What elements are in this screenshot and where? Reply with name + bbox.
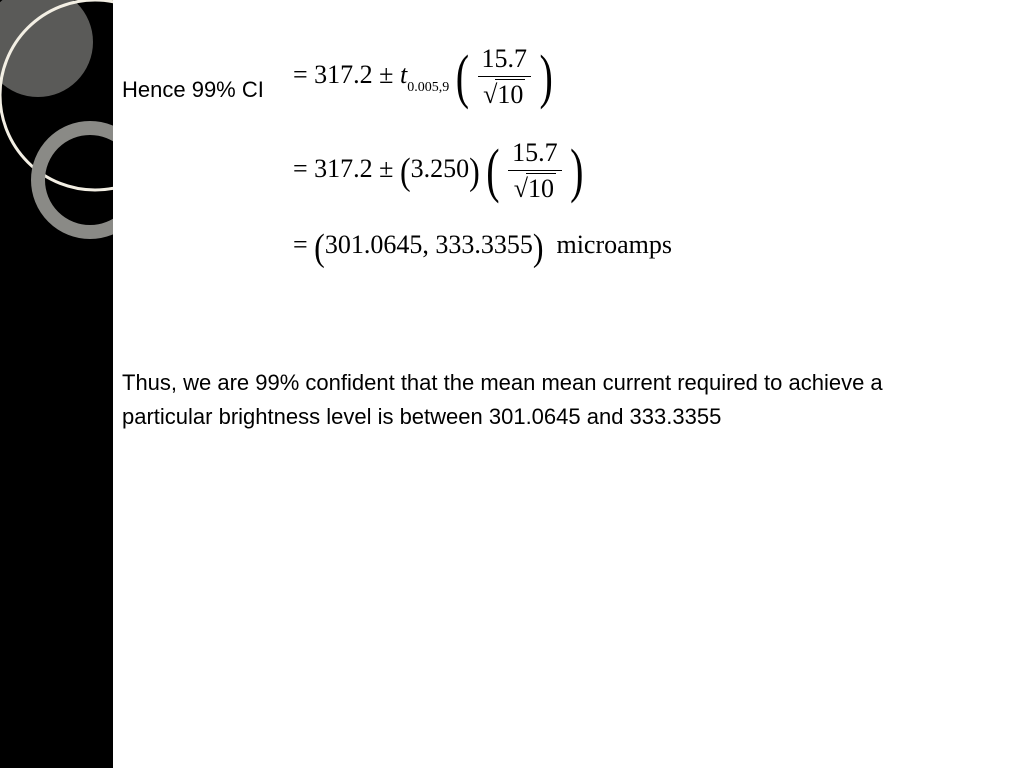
sqrt-n xyxy=(508,171,562,204)
left-paren: ( xyxy=(486,136,500,204)
std-error-fraction xyxy=(478,44,532,110)
sqrt-icon: √ xyxy=(513,174,528,203)
conclusion-line-2: particular brightness level is between 301.0645 and 333.3355 xyxy=(122,404,722,429)
left-paren: ( xyxy=(399,149,411,193)
t-critical-value: 3.250 xyxy=(410,153,470,183)
decorative-ring-gray xyxy=(38,128,113,232)
plus-minus-sign: ± xyxy=(379,153,394,183)
left-paren: ( xyxy=(314,225,325,269)
decorative-rings-graphic xyxy=(0,0,113,768)
std-error-fraction xyxy=(508,138,562,204)
right-paren: ) xyxy=(570,136,584,204)
equation-line-1 xyxy=(293,44,553,110)
equation-line-2 xyxy=(293,138,583,204)
sqrt-n xyxy=(478,77,532,110)
right-paren: ) xyxy=(532,225,544,269)
decorative-sidebar xyxy=(0,0,113,768)
slide-content xyxy=(113,0,1024,768)
equation-line-3 xyxy=(293,225,673,269)
sqrt-icon: √ xyxy=(483,80,498,109)
sample-size: 10 xyxy=(527,174,554,203)
t-subscript: 0.005,9 xyxy=(407,79,450,95)
equals-sign: = xyxy=(293,230,308,259)
sample-mean: 317.2 xyxy=(314,153,373,183)
left-paren: ( xyxy=(455,42,470,110)
conclusion-line-1: Thus, we are 99% confident that the mean mean current required to achieve a xyxy=(122,370,883,395)
conclusion-paragraph xyxy=(122,366,1022,434)
confidence-interval: 301.0645, 333.3355 xyxy=(324,230,533,259)
unit-label: microamps xyxy=(556,230,673,259)
right-paren: ) xyxy=(539,42,553,110)
std-dev-value: 15.7 xyxy=(508,138,562,171)
right-paren: ) xyxy=(469,149,480,193)
ci-lead-label: Hence 99% CI xyxy=(122,77,264,102)
equals-sign: = xyxy=(293,153,308,183)
t-symbol: t xyxy=(399,59,408,89)
std-dev-value: 15.7 xyxy=(478,44,532,77)
sample-size: 10 xyxy=(497,80,524,109)
plus-minus-sign: ± xyxy=(379,59,394,89)
equals-sign: = xyxy=(293,59,308,89)
sample-mean: 317.2 xyxy=(314,59,373,89)
